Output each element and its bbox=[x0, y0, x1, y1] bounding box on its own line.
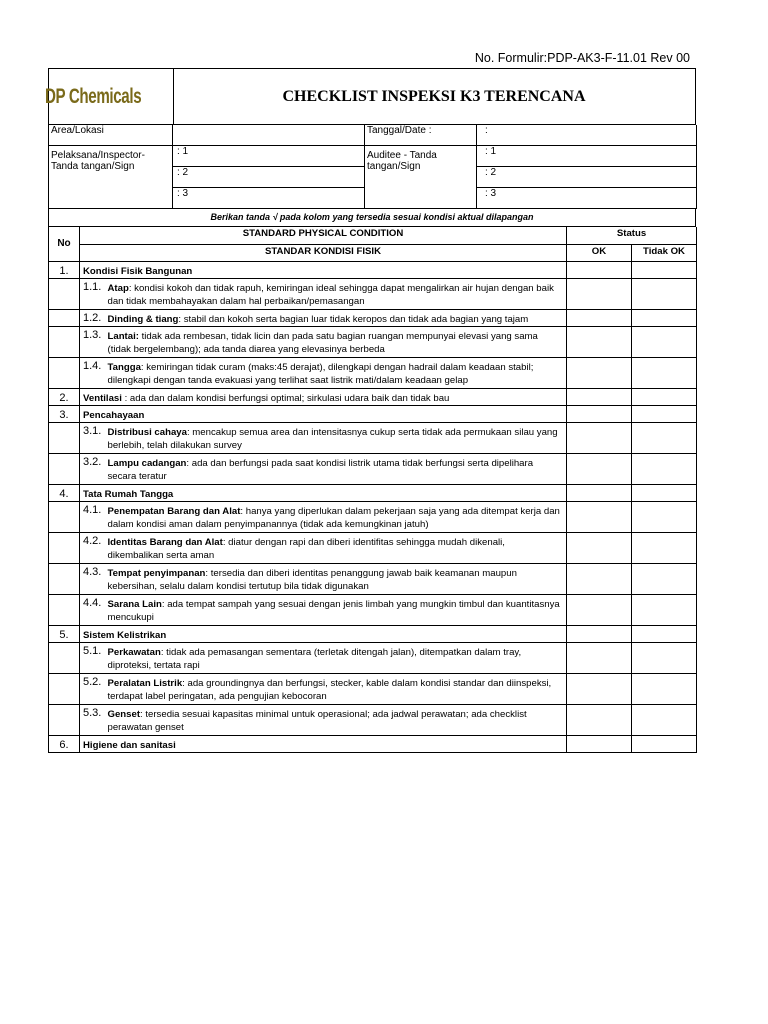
item-bold: Lantai: bbox=[107, 330, 139, 342]
item-desc: : ada dan berfungsi pada saat kondisi listrik utama tidak berfungsi serta dipelihara secara teratur bbox=[107, 457, 534, 482]
item-text bbox=[105, 532, 567, 563]
not-ok-cell[interactable] bbox=[632, 357, 697, 388]
item-bold: Atap bbox=[107, 282, 129, 294]
item-text bbox=[105, 326, 567, 357]
item-desc: : kondisi kokoh dan tidak rapuh, kemiringan ideal sehingga dapat mengalirkan air hujan dengan baik dan tidak membahayakan dalam hal perbaikan/pemasangan bbox=[107, 282, 554, 307]
item-row bbox=[49, 326, 697, 357]
ok-cell[interactable] bbox=[567, 594, 632, 625]
item-text bbox=[105, 642, 567, 673]
section-text: Sistem Kelistrikan bbox=[83, 629, 167, 641]
item-row bbox=[49, 704, 697, 735]
ok-cell[interactable] bbox=[567, 484, 632, 501]
row-number-empty bbox=[49, 642, 80, 673]
item-desc: : ada groundingnya dan berfungsi, stecker, kable dalam kondisi standar dan diinspeksi, terdapat label peringatan, ada pengujian kebocoran bbox=[107, 677, 552, 702]
section-title bbox=[80, 735, 567, 752]
section-title bbox=[80, 405, 567, 422]
info-table bbox=[48, 125, 697, 209]
not-ok-cell[interactable] bbox=[632, 326, 697, 357]
ok-cell[interactable] bbox=[567, 309, 632, 326]
checklist-table bbox=[48, 227, 697, 753]
not-ok-cell[interactable] bbox=[632, 594, 697, 625]
ok-cell[interactable] bbox=[567, 532, 632, 563]
row-number: 2. bbox=[49, 388, 80, 405]
instruction-note: Berikan tanda √ pada kolom yang tersedia sesuai kondisi aktual dilapangan bbox=[48, 209, 696, 227]
item-bold: Identitas Barang dan Alat bbox=[107, 536, 223, 548]
col-standard-en: STANDARD PHYSICAL CONDITION bbox=[80, 227, 567, 244]
item-text bbox=[105, 422, 567, 453]
section-text: Pencahayaan bbox=[83, 409, 145, 421]
item-bold: Distribusi cahaya bbox=[107, 426, 187, 438]
item-number: 4.1. bbox=[80, 501, 105, 532]
row-number-empty bbox=[49, 501, 80, 532]
not-ok-cell[interactable] bbox=[632, 532, 697, 563]
item-text bbox=[105, 673, 567, 704]
item-bold: Tempat penyimpanan bbox=[107, 567, 206, 579]
ok-cell[interactable] bbox=[567, 388, 632, 405]
ok-cell[interactable] bbox=[567, 673, 632, 704]
section-row bbox=[49, 484, 697, 501]
item-text bbox=[105, 563, 567, 594]
item-desc: : stabil dan kokoh serta bagian luar tidak keropos dan tidak ada bagian yang tajam bbox=[178, 313, 529, 325]
auditee-sign-2[interactable]: : 2 bbox=[477, 167, 697, 188]
section-text: : ada dan dalam kondisi berfungsi optimal; sirkulasi udara baik dan tidak bau bbox=[121, 392, 450, 404]
section-title bbox=[80, 261, 567, 278]
row-number-empty bbox=[49, 278, 80, 309]
ok-cell[interactable] bbox=[567, 326, 632, 357]
date-label: Tanggal/Date : bbox=[365, 125, 477, 146]
item-desc: : tersedia dan diberi identitas penanggung jawab baik keamanan maupun kebersihan, selalu dalam kondisi tertutup bila tidak digunakan bbox=[107, 567, 517, 592]
ok-cell[interactable] bbox=[567, 642, 632, 673]
section-bold: Ventilasi bbox=[83, 392, 122, 404]
row-number-empty bbox=[49, 704, 80, 735]
row-number-empty bbox=[49, 422, 80, 453]
item-text bbox=[105, 309, 567, 326]
section-row bbox=[49, 625, 697, 642]
date-field[interactable]: : bbox=[477, 125, 697, 146]
item-text bbox=[105, 594, 567, 625]
inspector-sign-3[interactable]: : 3 bbox=[173, 188, 365, 209]
item-row bbox=[49, 453, 697, 484]
not-ok-cell[interactable] bbox=[632, 501, 697, 532]
logo-text: DP Chemicals bbox=[45, 84, 142, 108]
auditee-label: Auditee - Tanda tangan/Sign bbox=[365, 146, 477, 209]
section-title bbox=[80, 484, 567, 501]
item-desc: : mencakup semua area dan intensitasnya cukup serta tidak ada permukaan silau yang berlebih, telah dilakukan survey bbox=[107, 426, 558, 451]
company-logo bbox=[45, 69, 174, 124]
item-desc: : ada tempat sampah yang sesuai dengan jenis limbah yang mungkin timbul dan kuantitasnya mencukupi bbox=[107, 598, 560, 623]
row-number: 4. bbox=[49, 484, 80, 501]
item-number: 1.1. bbox=[80, 278, 105, 309]
section-row bbox=[49, 388, 697, 405]
item-number: 4.2. bbox=[80, 532, 105, 563]
col-not-ok: Tidak OK bbox=[632, 244, 697, 261]
item-number: 1.3. bbox=[80, 326, 105, 357]
row-number: 1. bbox=[49, 261, 80, 278]
item-desc: : kemiringan tidak curam (maks:45 derajat), dilengkapi dengan hadrail dalam keadaan stabil; dilengkapi dengan tanda evakuasi yang terlihat saat listrik mati/dalam keadaan gelap bbox=[107, 361, 534, 386]
not-ok-cell[interactable] bbox=[632, 625, 697, 642]
form-number: No. Formulir:PDP-AK3-F-11.01 Rev 00 bbox=[474, 51, 690, 65]
ok-cell[interactable] bbox=[567, 704, 632, 735]
item-bold: Tangga bbox=[107, 361, 141, 373]
item-text bbox=[105, 704, 567, 735]
row-number-empty bbox=[49, 309, 80, 326]
col-standard-id: STANDAR KONDISI FISIK bbox=[80, 244, 567, 261]
item-row bbox=[49, 501, 697, 532]
item-bold: Lampu cadangan bbox=[107, 457, 187, 469]
item-number: 1.4. bbox=[80, 357, 105, 388]
item-row bbox=[49, 309, 697, 326]
document-title: CHECKLIST INSPEKSI K3 TERENCANA bbox=[282, 87, 586, 105]
ok-cell[interactable] bbox=[567, 625, 632, 642]
item-bold: Genset bbox=[107, 708, 141, 720]
not-ok-cell[interactable] bbox=[632, 388, 697, 405]
item-row bbox=[49, 673, 697, 704]
item-row bbox=[49, 563, 697, 594]
row-number-empty bbox=[49, 563, 80, 594]
section-row bbox=[49, 405, 697, 422]
ok-cell[interactable] bbox=[567, 453, 632, 484]
item-number: 5.3. bbox=[80, 704, 105, 735]
item-row bbox=[49, 422, 697, 453]
item-text bbox=[105, 278, 567, 309]
not-ok-cell[interactable] bbox=[632, 642, 697, 673]
item-number: 1.2. bbox=[80, 309, 105, 326]
item-desc: tidak ada rembesan, tidak licin dan pada satu bagian ruangan mempunyai elevasi yang sama (tidak bergelembang); ada tanda diarea yang elevasinya berbeda bbox=[107, 330, 538, 355]
not-ok-cell[interactable] bbox=[632, 563, 697, 594]
not-ok-cell[interactable] bbox=[632, 405, 697, 422]
row-number-empty bbox=[49, 357, 80, 388]
row-number-empty bbox=[49, 453, 80, 484]
not-ok-cell[interactable] bbox=[632, 735, 697, 752]
item-bold: Perkawatan bbox=[107, 646, 161, 658]
inspector-sign-2[interactable]: : 2 bbox=[173, 167, 365, 188]
not-ok-cell[interactable] bbox=[632, 261, 697, 278]
not-ok-cell[interactable] bbox=[632, 484, 697, 501]
item-text bbox=[105, 453, 567, 484]
not-ok-cell[interactable] bbox=[632, 704, 697, 735]
area-label: Area/Lokasi bbox=[49, 125, 173, 146]
item-bold: Sarana Lain bbox=[107, 598, 162, 610]
row-number-empty bbox=[49, 532, 80, 563]
ok-cell[interactable] bbox=[567, 357, 632, 388]
item-bold: Peralatan Listrik bbox=[107, 677, 183, 689]
area-field[interactable] bbox=[173, 125, 365, 146]
item-row bbox=[49, 594, 697, 625]
ok-cell[interactable] bbox=[567, 501, 632, 532]
section-title bbox=[80, 388, 567, 405]
not-ok-cell[interactable] bbox=[632, 673, 697, 704]
not-ok-cell[interactable] bbox=[632, 309, 697, 326]
row-number-empty bbox=[49, 594, 80, 625]
col-status: Status bbox=[567, 227, 697, 244]
section-text: Higiene dan sanitasi bbox=[83, 739, 176, 751]
row-number: 3. bbox=[49, 405, 80, 422]
item-row bbox=[49, 357, 697, 388]
item-number: 3.1. bbox=[80, 422, 105, 453]
item-number: 3.2. bbox=[80, 453, 105, 484]
auditee-sign-3[interactable]: : 3 bbox=[477, 188, 697, 209]
item-desc: : diatur dengan rapi dan diberi identifitas sehingga mudah dikenali, dikembalikan serta aman bbox=[107, 536, 505, 561]
inspector-sign-1[interactable]: : 1 bbox=[173, 146, 365, 167]
item-row bbox=[49, 532, 697, 563]
item-number: 4.4. bbox=[80, 594, 105, 625]
item-desc: : tersedia sesuai kapasitas minimal untuk operasional; ada jadwal perawatan; ada checklist perawatan genset bbox=[107, 708, 527, 733]
item-desc: : hanya yang diperlukan dalam pekerjaan saja yang ada ditempat kerja dan dalam kondisi aman dalam penyimpanannya (tidak ada kemungkinan jatuh) bbox=[107, 505, 560, 530]
row-number-empty bbox=[49, 326, 80, 357]
checklist-sheet bbox=[45, 68, 696, 753]
item-row bbox=[49, 642, 697, 673]
auditee-sign-1[interactable]: : 1 bbox=[477, 146, 697, 167]
item-row bbox=[49, 278, 697, 309]
item-number: 5.2. bbox=[80, 673, 105, 704]
item-bold: Penempatan Barang dan Alat bbox=[107, 505, 241, 517]
item-number: 5.1. bbox=[80, 642, 105, 673]
ok-cell[interactable] bbox=[567, 422, 632, 453]
ok-cell[interactable] bbox=[567, 405, 632, 422]
header bbox=[45, 68, 696, 125]
row-number-empty bbox=[49, 673, 80, 704]
ok-cell[interactable] bbox=[567, 735, 632, 752]
not-ok-cell[interactable] bbox=[632, 422, 697, 453]
section-row bbox=[49, 261, 697, 278]
section-text: Tata Rumah Tangga bbox=[83, 488, 174, 500]
row-number: 6. bbox=[49, 735, 80, 752]
ok-cell[interactable] bbox=[567, 261, 632, 278]
not-ok-cell[interactable] bbox=[632, 278, 697, 309]
item-bold: Dinding & tiang bbox=[107, 313, 179, 325]
item-number: 4.3. bbox=[80, 563, 105, 594]
section-text: Kondisi Fisik Bangunan bbox=[83, 265, 193, 277]
inspector-label: Pelaksana/Inspector- Tanda tangan/Sign bbox=[49, 146, 173, 209]
item-text bbox=[105, 501, 567, 532]
row-number: 5. bbox=[49, 625, 80, 642]
item-desc: : tidak ada pemasangan sementara (terletak ditengah jalan), ditempatkan dalam tray, diproteksi, tertata rapi bbox=[107, 646, 522, 671]
ok-cell[interactable] bbox=[567, 563, 632, 594]
col-no: No bbox=[49, 227, 80, 261]
ok-cell[interactable] bbox=[567, 278, 632, 309]
item-text bbox=[105, 357, 567, 388]
not-ok-cell[interactable] bbox=[632, 453, 697, 484]
col-ok: OK bbox=[567, 244, 632, 261]
section-title bbox=[80, 625, 567, 642]
checklist-rows bbox=[49, 261, 697, 752]
section-row bbox=[49, 735, 697, 752]
